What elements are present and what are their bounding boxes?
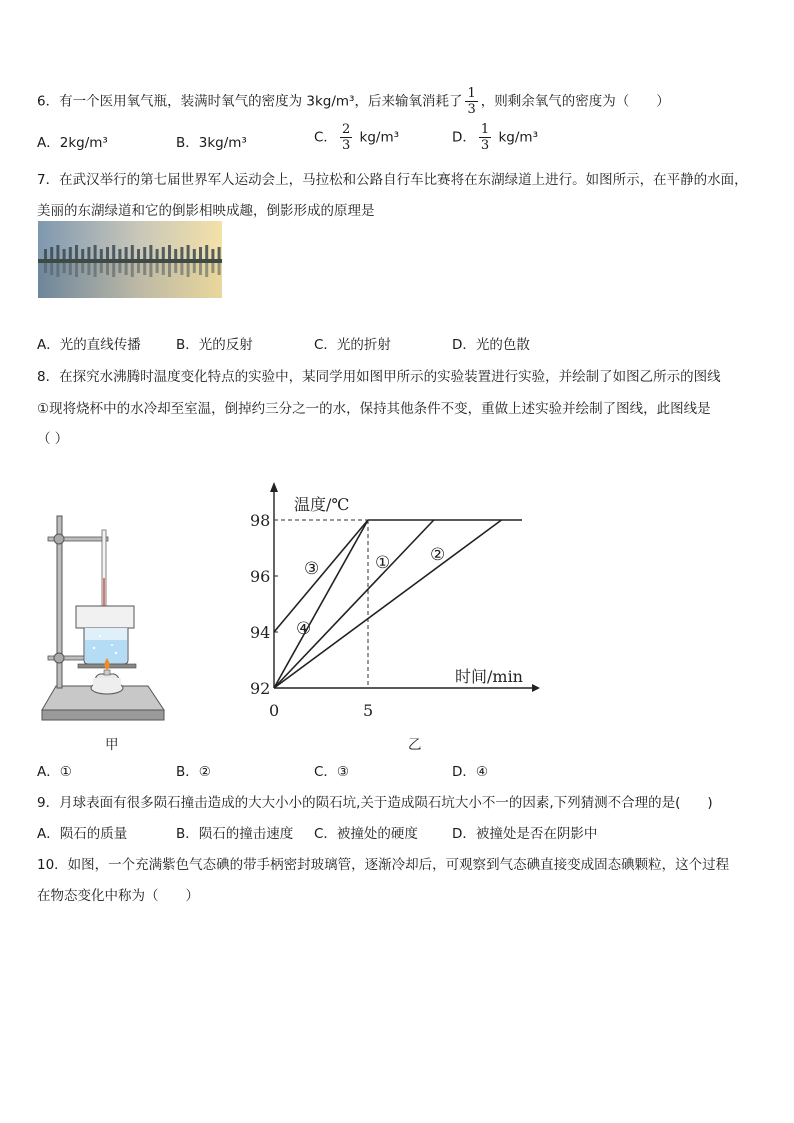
q8-stem-line3: （ ） <box>37 431 69 447</box>
series-label-3: ③ <box>304 559 320 579</box>
q6-option-c[interactable]: C． $\frac{2}{3}$ kg/m³ <box>314 122 400 153</box>
temperature-time-chart <box>240 478 550 723</box>
q6-fraction: $\frac{1}{3}$ <box>467 86 476 117</box>
q8-stem-line1: 8．在探究水沸腾时温度变化特点的实验中，某同学用如图甲所示的实验装置进行实验，并绘制了如图乙所示的图线 <box>37 369 721 385</box>
q9-option-b[interactable]: B．陨石的撞击速度 <box>176 826 294 842</box>
q10-stem-line2: 在物态变化中称为（ ） <box>37 888 199 904</box>
x-tick-label-5: 5 <box>363 701 374 720</box>
y-tick-label-96: 96 <box>250 567 271 586</box>
q7-option-c[interactable]: C．光的折射 <box>314 337 391 353</box>
series-label-1: ① <box>375 553 391 573</box>
series-line-2 <box>274 520 501 688</box>
y-tick-label-92: 92 <box>250 679 271 698</box>
q9-option-d[interactable]: D．被撞处是否在阴影中 <box>452 826 598 842</box>
series-line-3 <box>274 520 368 632</box>
y-tick-label-94: 94 <box>250 623 271 642</box>
q7-option-b[interactable]: B．光的反射 <box>176 337 253 353</box>
q8-option-a[interactable]: A．① <box>37 764 72 780</box>
q8-option-b[interactable]: B．② <box>176 764 211 780</box>
figure-jia-caption: 甲 <box>105 737 119 753</box>
y-axis-arrow <box>270 482 278 492</box>
q6-stem: 6．有一个医用氧气瓶，装满时氧气的密度为 3kg/m³，后来输氧消耗了 $\frac{1}{3}$ ，则剩余氧气的密度为（ ） <box>37 86 670 117</box>
boiling-apparatus-figure <box>38 508 168 728</box>
q10-stem-line1: 10．如图，一个充满紫色气态碘的带手柄密封玻璃管，逐渐冷却后，可观察到气态碘直接变成固态碘颗粒，这个过程 <box>37 857 730 873</box>
y-tick-label-98: 98 <box>250 511 271 530</box>
lake-reflection-photo <box>38 221 222 298</box>
q7-stem-line1: 7．在武汉举行的第七届世界军人运动会上，马拉松和公路自行车比赛将在东湖绿道上进行。如图所示，在平静的水面， <box>37 172 748 188</box>
series-label-2: ② <box>430 545 446 565</box>
q9-option-a[interactable]: A．陨石的质量 <box>37 826 128 842</box>
q6-option-d[interactable]: D． $\frac{1}{3}$ kg/m³ <box>452 122 538 153</box>
figure-yi-caption: 乙 <box>408 737 422 753</box>
q6-option-a[interactable]: A．2kg/m³ <box>37 135 108 151</box>
q7-option-d[interactable]: D．光的色散 <box>452 337 530 353</box>
q6-option-b[interactable]: B．3kg/m³ <box>176 135 247 151</box>
x-axis-label: 时间/min <box>455 667 523 686</box>
q8-stem-line2: ①现将烧杯中的水冷却至室温，倒掉约三分之一的水，保持其他条件不变，重做上述实验并绘制了图线，此图线是 <box>37 401 711 417</box>
series-label-4: ④ <box>296 619 312 639</box>
y-axis-label: 温度/℃ <box>294 495 350 514</box>
q8-option-c[interactable]: C．③ <box>314 764 350 780</box>
q8-option-d[interactable]: D．④ <box>452 764 488 780</box>
q9-option-c[interactable]: C．被撞处的硬度 <box>314 826 418 842</box>
x-tick-label-0: 0 <box>269 701 280 720</box>
q9-stem: 9．月球表面有很多陨石撞击造成的大大小小的陨石坑,关于造成陨石坑大小不一的因素,下列猜测不合理的是( ) <box>37 795 713 811</box>
q7-stem-line2: 美丽的东湖绿道和它的倒影相映成趣，倒影形成的原理是 <box>37 203 375 219</box>
x-axis-arrow <box>532 684 540 692</box>
q7-option-a[interactable]: A．光的直线传播 <box>37 337 141 353</box>
